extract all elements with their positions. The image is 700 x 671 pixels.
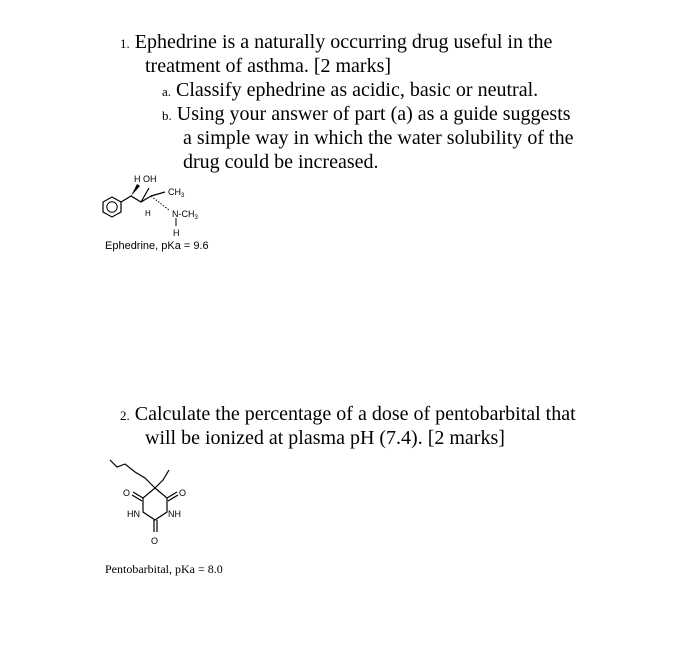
pentobarbital-structure (105, 452, 215, 562)
ephedrine-label-n-ch3: $N-CH_3$ (172, 209, 198, 221)
q2-line-1 (120, 402, 576, 428)
ephedrine-label-h-top: H (134, 174, 141, 184)
q1-text-line1: Ephedrine is a naturally occurring drug useful in the (134, 31, 553, 53)
q1-line-2 (145, 54, 391, 78)
pentobarbital-label-o-right: O (179, 488, 187, 498)
ephedrine-ch3-top-main: CH (168, 187, 181, 197)
ephedrine-ch3-top-sub: 3 (181, 193, 185, 199)
q1b-text-line1: Using your answer of part (a) as a guide suggests (176, 103, 571, 125)
pentobarbital-label-o-bottom: O (151, 536, 159, 546)
pentobarbital-label-nh: NH (168, 509, 181, 519)
q1b-text-line2: a simple way in which the water solubility of the (183, 127, 574, 149)
q1b-marker: b. (162, 108, 172, 123)
ephedrine-label-ch3-top (168, 187, 185, 199)
ephedrine-n: N (172, 209, 179, 219)
q1a-marker: a. (162, 84, 172, 99)
ephedrine-label-oh: OH (143, 174, 157, 184)
ephedrine-label-h-mid: H (145, 209, 151, 218)
ephedrine-caption: Ephedrine, pKa = 9.6 (105, 240, 209, 252)
ephedrine-structure (95, 170, 235, 245)
q1b-line-1 (162, 102, 571, 128)
q1a-line (162, 78, 538, 104)
pentobarbital-caption: Pentobarbital, pKa = 8.0 (105, 562, 223, 576)
ephedrine-n-ch3-sub: 3 (194, 215, 198, 221)
q1-number: 1. (120, 36, 130, 51)
q1-line-1 (120, 30, 552, 56)
q2-text-line2: will be ionized at plasma pH (7.4). [2 marks] (145, 427, 505, 449)
q2-text-line1: Calculate the percentage of a dose of pentobarbital that (134, 403, 576, 425)
pentobarbital-label-o-left: O (123, 488, 131, 498)
q2-line-2 (145, 426, 505, 450)
ephedrine-n-ch3-main: CH (181, 209, 195, 219)
q1a-text: Classify ephedrine as acidic, basic or neutral. (176, 79, 539, 101)
q1b-line-2 (183, 126, 573, 150)
ephedrine-label-nh: H (173, 228, 180, 238)
q1-text-line2: treatment of asthma. [2 marks] (145, 55, 392, 77)
pentobarbital-label-hn: HN (127, 509, 140, 519)
q1b-text-line3: drug could be increased. (183, 151, 379, 173)
q2-number: 2. (120, 408, 130, 423)
